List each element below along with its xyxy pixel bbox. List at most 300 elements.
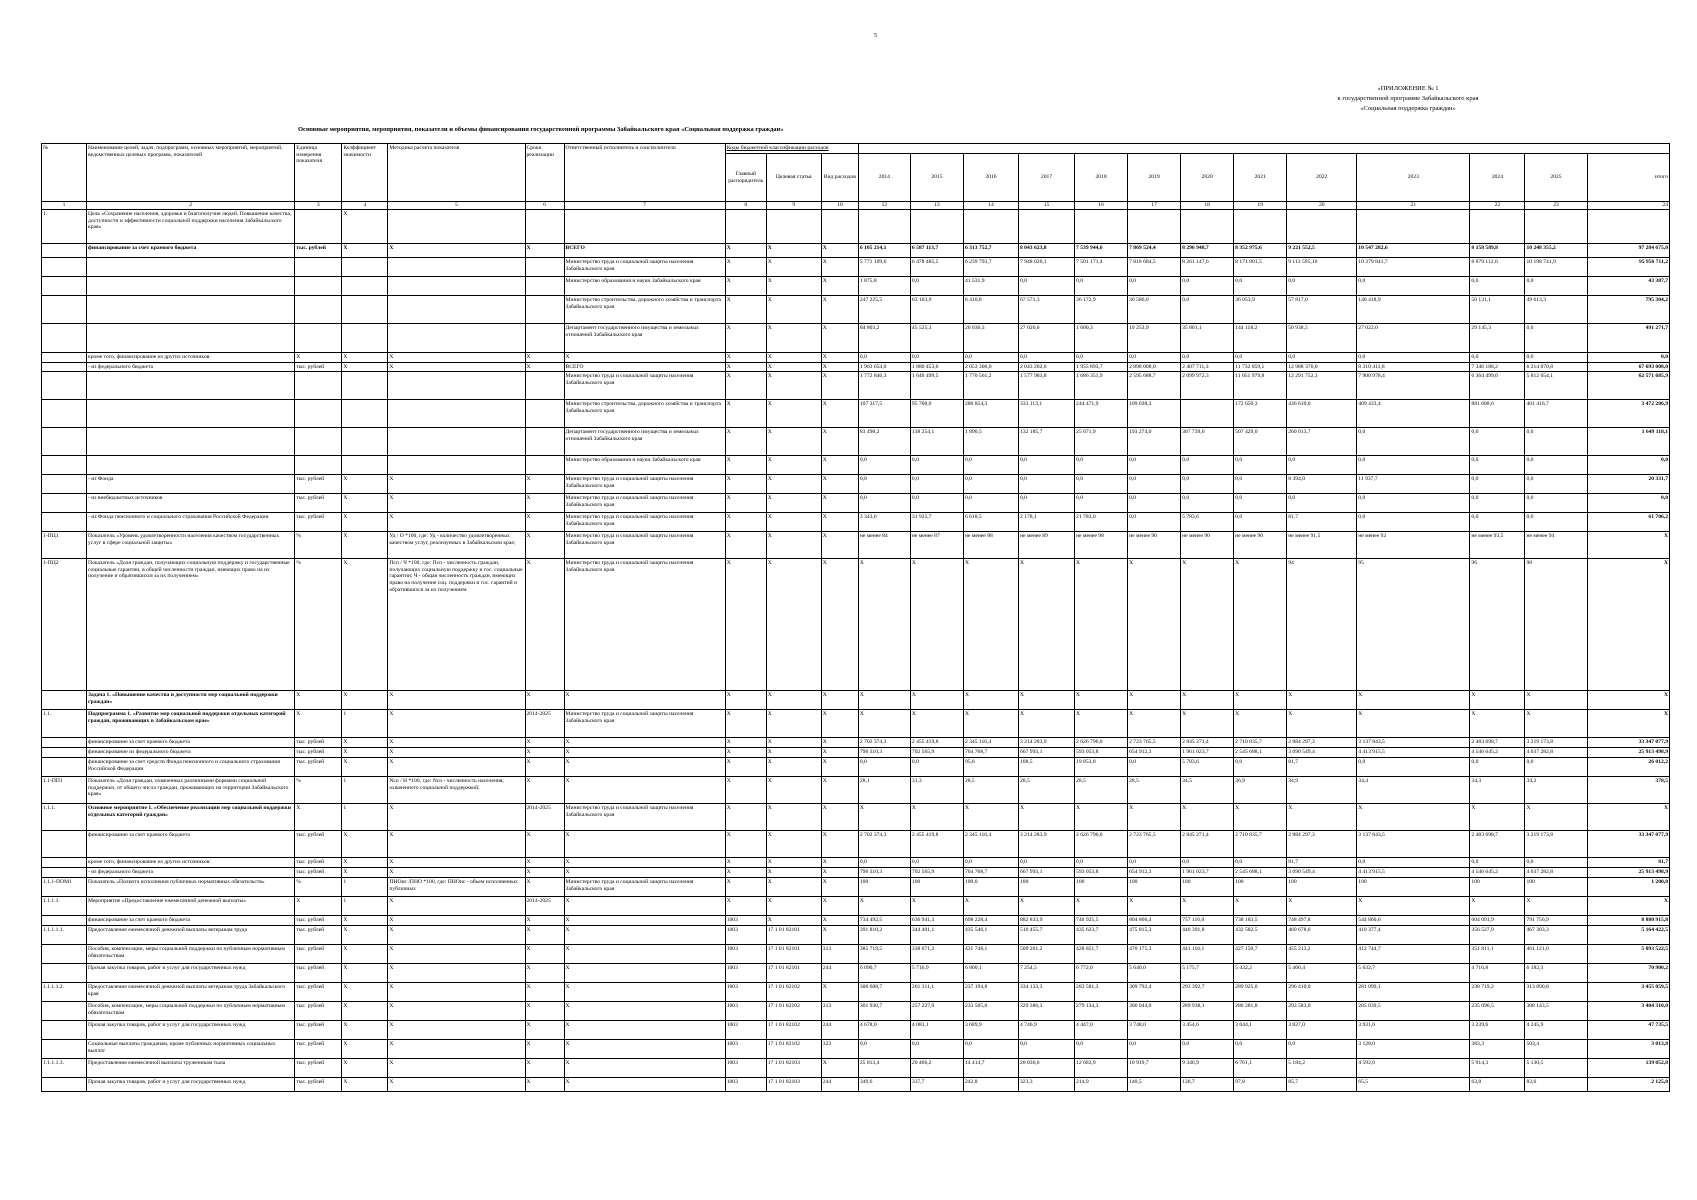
row-target-article: X bbox=[766, 513, 821, 532]
row-year-value: 1 772 846,3 bbox=[858, 372, 910, 400]
row-year-value: 100 bbox=[1075, 878, 1128, 897]
row-year-value: X bbox=[910, 710, 963, 738]
row-year-value: 100 bbox=[1287, 878, 1357, 897]
row-year-value: 100 bbox=[1018, 878, 1074, 897]
row-year-value: 0,0 bbox=[963, 1040, 1018, 1059]
row-year-value: 25 813,4 bbox=[858, 1059, 910, 1078]
row-year-value: X bbox=[1525, 710, 1587, 738]
row-year-value: 0,0 bbox=[1075, 277, 1128, 296]
row-year-value: 3 931,6 bbox=[1357, 1021, 1470, 1040]
row-year-value: 19 853,8 bbox=[1075, 758, 1128, 777]
row-year-value: 338 671,2 bbox=[910, 945, 963, 964]
row-year-value: 0,0 bbox=[1234, 513, 1287, 532]
row-target-article: X bbox=[766, 475, 821, 494]
row-year-value: 604 091,9 bbox=[1470, 916, 1525, 926]
row-year-value: 2 595 688,7 bbox=[1128, 372, 1181, 400]
row-number: 1.1.1. bbox=[42, 804, 87, 831]
header-year: 2019 bbox=[1128, 154, 1181, 202]
row-year-value: 0,0 bbox=[1470, 475, 1525, 494]
row-year-value: 3 137 843,5 bbox=[1357, 738, 1470, 748]
row-coefficient: X bbox=[342, 916, 388, 926]
row-year-value: 100 bbox=[858, 878, 910, 897]
row-coefficient: X bbox=[342, 353, 388, 363]
row-name bbox=[87, 277, 295, 296]
row-term: X bbox=[525, 1002, 564, 1021]
row-year-value: 0,0 bbox=[1181, 858, 1234, 868]
row-year-value: 0,0 bbox=[1075, 494, 1128, 513]
row-year-value: 337,7 bbox=[910, 1078, 963, 1092]
row-year-value: 544 860,6 bbox=[1357, 916, 1470, 926]
row-coefficient: X bbox=[342, 983, 388, 1002]
row-year-value: 63 103,9 bbox=[910, 296, 963, 324]
row-name: Предоставление ежемесячной выплаты труженикам тыла bbox=[87, 1059, 295, 1078]
row-unit: тыс. рублей bbox=[295, 513, 342, 532]
row-target-article: X bbox=[766, 748, 821, 758]
row-year-value: 6 800,1 bbox=[963, 964, 1018, 983]
row-year-value: 8 394,0 bbox=[1287, 475, 1357, 494]
row-chief-manager: X bbox=[725, 362, 766, 372]
row-year-value: 289 938,1 bbox=[1181, 1002, 1234, 1021]
row-year-value: не менее 93,5 bbox=[1470, 532, 1525, 559]
header-year: 2017 bbox=[1018, 154, 1074, 202]
row-responsible: Министерство труда и социальной защиты населения Забайкальского края bbox=[564, 804, 725, 831]
row-year-value: 0,0 bbox=[1470, 858, 1525, 868]
row-year-value bbox=[963, 210, 1018, 244]
row-chief-manager: X bbox=[725, 513, 766, 532]
row-expense-type: X bbox=[821, 691, 858, 710]
row-year-value: 0,0 bbox=[910, 456, 963, 475]
row-year-value: 0,0 bbox=[1234, 475, 1287, 494]
row-year-value: X bbox=[1357, 710, 1470, 738]
row-year-value: 6 364 499,6 bbox=[1470, 372, 1525, 400]
row-year-value: 261 311,1 bbox=[910, 983, 963, 1002]
table-row bbox=[42, 428, 1670, 456]
row-year-value bbox=[1018, 210, 1074, 244]
row-year-value: 349,6 bbox=[858, 1078, 910, 1092]
row-year-value: 0,0 bbox=[858, 353, 910, 363]
row-year-value: 0,0 bbox=[1525, 277, 1587, 296]
row-year-value: 3 219 173,8 bbox=[1525, 738, 1587, 748]
row-year-value: 10 919,7 bbox=[1128, 1059, 1181, 1078]
row-year-value: 344 401,1 bbox=[910, 926, 963, 945]
row-year-value: 83 498,2 bbox=[858, 428, 910, 456]
row-method: ПНОис /ПНО *100, где: ПНОис - объем исполненных публичных bbox=[388, 878, 525, 897]
row-year-value: 10 547 282,6 bbox=[1357, 244, 1470, 258]
row-target-article bbox=[766, 210, 821, 244]
row-year-value: 1 890,5 bbox=[963, 428, 1018, 456]
row-year-value: 0,0 bbox=[963, 475, 1018, 494]
row-year-value: 85,7 bbox=[1287, 1078, 1357, 1092]
row-year-value: 2 702 374,3 bbox=[858, 738, 910, 748]
row-year-value: 7 254,5 bbox=[1018, 964, 1074, 983]
row-year-value bbox=[1075, 210, 1128, 244]
row-expense-type: X bbox=[821, 897, 858, 916]
row-year-value: 28,5 bbox=[1075, 777, 1128, 804]
row-year-value: 7 539 944,6 bbox=[1075, 244, 1128, 258]
row-name bbox=[87, 372, 295, 400]
row-unit: X bbox=[295, 353, 342, 363]
row-year-value: 0,0 bbox=[1234, 758, 1287, 777]
row-year-value: 0,0 bbox=[1525, 758, 1587, 777]
row-expense-type: X bbox=[821, 878, 858, 897]
row-expense-type: X bbox=[821, 362, 858, 372]
row-year-value: 0,0 bbox=[1357, 277, 1470, 296]
row-number: 1.1. bbox=[42, 710, 87, 738]
row-term: X bbox=[525, 748, 564, 758]
row-year-value: 2 345 116,4 bbox=[963, 831, 1018, 858]
table-row bbox=[42, 878, 1670, 897]
row-year-value: 9 221 552,5 bbox=[1287, 244, 1357, 258]
row-number bbox=[42, 353, 87, 363]
row-number bbox=[42, 748, 87, 758]
row-unit: тыс. рублей bbox=[295, 858, 342, 868]
row-year-value: 2 898 008,0 bbox=[1128, 362, 1181, 372]
row-year-value: 2 626 796,0 bbox=[1075, 738, 1128, 748]
row-name: Пособия, компенсации, меры социальной поддержки по публичным нормативным обязательствам bbox=[87, 1002, 295, 1021]
row-term: X bbox=[525, 758, 564, 777]
row-chief-manager: X bbox=[725, 691, 766, 710]
row-expense-type: X bbox=[821, 926, 858, 945]
row-year-value: 0,0 bbox=[1128, 456, 1181, 475]
row-year-value: 95,6 bbox=[963, 758, 1018, 777]
row-total: 20 331,7 bbox=[1587, 475, 1669, 494]
row-name: Показатель «Доля граждан, получающих социальную поддержку и государственные социальные гарантии, в общей численности граждан, имеющих право на их получение и обратившихся за их получением» bbox=[87, 559, 295, 691]
row-unit bbox=[295, 296, 342, 324]
row-year-value: 6 587 113,7 bbox=[910, 244, 963, 258]
row-year-value: 428 851,7 bbox=[1075, 945, 1128, 964]
table-row bbox=[42, 1002, 1670, 1021]
row-chief-manager bbox=[725, 210, 766, 244]
row-year-value: 5 783,6 bbox=[1181, 513, 1234, 532]
row-responsible: Министерство строительства, дорожного хозяйства и транспорта Забайкальского края bbox=[564, 400, 725, 428]
row-coefficient: X bbox=[342, 758, 388, 777]
row-year-value: 0,0 bbox=[1357, 456, 1470, 475]
row-chief-manager: X bbox=[725, 456, 766, 475]
row-name: Показатель «Полнота исполнения публичных нормативных обязательств» bbox=[87, 878, 295, 897]
row-method: X bbox=[388, 926, 525, 945]
row-name: Предоставление ежемесячной денежной выплаты ветеранам труда Забайкальского края bbox=[87, 983, 295, 1002]
row-coefficient: X bbox=[342, 964, 388, 983]
row-term: X bbox=[525, 494, 564, 513]
row-expense-type: X bbox=[821, 804, 858, 831]
row-year-value: 50 938,5 bbox=[1287, 324, 1357, 353]
row-year-value: X bbox=[1470, 710, 1525, 738]
row-year-value: X bbox=[1075, 691, 1128, 710]
row-year-value: 748 497,8 bbox=[1287, 916, 1357, 926]
row-responsible: X bbox=[564, 1002, 725, 1021]
row-year-value: 107 317,5 bbox=[858, 400, 910, 428]
table-row bbox=[42, 691, 1670, 710]
row-year-value: 0,0 bbox=[1075, 858, 1128, 868]
row-year-value: 0,0 bbox=[1181, 1040, 1234, 1059]
row-year-value: 31 925,7 bbox=[910, 513, 963, 532]
row-year-value: 28,5 bbox=[1018, 777, 1074, 804]
row-year-value: 30 586,0 bbox=[1128, 296, 1181, 324]
row-year-value: 0,0 bbox=[910, 758, 963, 777]
row-chief-manager: X bbox=[725, 868, 766, 878]
row-year-value: 2 884 297,3 bbox=[1287, 831, 1357, 858]
row-year-value: 7 818 684,5 bbox=[1128, 258, 1181, 277]
row-year-value: 0,0 bbox=[1357, 758, 1470, 777]
row-coefficient: X bbox=[342, 244, 388, 258]
row-year-value: X bbox=[1287, 804, 1357, 831]
row-unit bbox=[295, 372, 342, 400]
row-year-value: X bbox=[1075, 804, 1128, 831]
row-year-value: 28,5 bbox=[963, 777, 1018, 804]
row-year-value: 0,0 bbox=[1525, 494, 1587, 513]
row-coefficient: 1 bbox=[342, 710, 388, 738]
row-coefficient: 1 bbox=[342, 804, 388, 831]
row-coefficient: X bbox=[342, 926, 388, 945]
column-number: 16 bbox=[1075, 202, 1128, 210]
table-row bbox=[42, 926, 1670, 945]
row-year-value: 12 291 752,3 bbox=[1287, 372, 1357, 400]
row-method bbox=[388, 258, 525, 277]
row-year-value: 2 099 972,3 bbox=[1181, 372, 1234, 400]
row-year-value: 19 253,9 bbox=[1128, 324, 1181, 353]
row-year-value: 11 732 059,1 bbox=[1234, 362, 1287, 372]
row-year-value: 636 941,3 bbox=[910, 916, 963, 926]
row-year-value: 0,0 bbox=[1128, 1040, 1181, 1059]
row-year-value: 460 678,6 bbox=[1287, 926, 1357, 945]
row-year-value: 3 219 173,8 bbox=[1525, 831, 1587, 858]
row-total: 33 347 077,9 bbox=[1587, 738, 1669, 748]
row-year-value: 0,0 bbox=[1018, 494, 1074, 513]
header-year: 2022 bbox=[1287, 154, 1357, 202]
row-year-value: 0,0 bbox=[1018, 475, 1074, 494]
row-total: 2 125,0 bbox=[1587, 1078, 1669, 1092]
row-total: 26 012,2 bbox=[1587, 758, 1669, 777]
row-number bbox=[42, 494, 87, 513]
row-year-value bbox=[1181, 400, 1234, 428]
row-year-value: 0,0 bbox=[1357, 513, 1470, 532]
row-responsible: Департамент государственного имущества и земельных отношений Забайкальского края bbox=[564, 324, 725, 353]
row-unit: тыс. рублей bbox=[295, 244, 342, 258]
row-year-value: 409 433,4 bbox=[1357, 400, 1470, 428]
row-year-value: 57 817,0 bbox=[1287, 296, 1357, 324]
row-year-value: 3 454,6 bbox=[1181, 1021, 1234, 1040]
row-year-value: 5 812 654,1 bbox=[1525, 372, 1587, 400]
row-year-value: X bbox=[1287, 710, 1357, 738]
row-expense-type: X bbox=[821, 400, 858, 428]
row-method: X bbox=[388, 362, 525, 372]
row-year-value: 281 099,1 bbox=[1357, 983, 1470, 1002]
row-responsible: X bbox=[564, 748, 725, 758]
header-year: итого bbox=[1587, 154, 1669, 202]
row-year-value: 0,0 bbox=[963, 858, 1018, 868]
row-year-value: 796 310,3 bbox=[858, 868, 910, 878]
row-year-value: 0,0 bbox=[910, 353, 963, 363]
row-year-value: 6 761,1 bbox=[1234, 1059, 1287, 1078]
row-year-value: 21 783,0 bbox=[1075, 513, 1128, 532]
row-year-value: 34,5 bbox=[1181, 777, 1234, 804]
row-total: 1 649 118,1 bbox=[1587, 428, 1669, 456]
row-expense-type: X bbox=[821, 777, 858, 804]
row-year-value: 50 131,1 bbox=[1470, 296, 1525, 324]
row-year-value: 0,0 bbox=[1018, 456, 1074, 475]
row-year-value: 1 600,3 bbox=[1075, 324, 1128, 353]
row-responsible: Министерство труда и социальной защиты населения Забайкальского края bbox=[564, 494, 725, 513]
row-year-value: 0,0 bbox=[1234, 277, 1287, 296]
row-number bbox=[42, 916, 87, 926]
row-expense-type: X bbox=[821, 428, 858, 456]
row-year-value: 25 071,9 bbox=[1075, 428, 1128, 456]
row-year-value: 8 296 948,7 bbox=[1181, 244, 1234, 258]
row-year-value: 0,0 bbox=[1128, 858, 1181, 868]
header-year: 2016 bbox=[963, 154, 1018, 202]
row-year-value: 441 116,1 bbox=[1181, 945, 1234, 964]
row-year-value: не менее 87 bbox=[910, 532, 963, 559]
table-row bbox=[42, 1040, 1670, 1059]
row-coefficient: X bbox=[342, 945, 388, 964]
row-target-article: 17 1 01 82103 bbox=[766, 1078, 821, 1092]
row-term: X bbox=[525, 738, 564, 748]
row-year-value: 0,0 bbox=[1287, 277, 1357, 296]
row-term bbox=[525, 372, 564, 400]
row-year-value: 260 013,7 bbox=[1287, 428, 1357, 456]
row-year-value: 2 702 374,3 bbox=[858, 831, 910, 858]
row-year-value: 35 801,1 bbox=[1181, 324, 1234, 353]
row-responsible: X bbox=[564, 868, 725, 878]
row-chief-manager: X bbox=[725, 296, 766, 324]
row-total: 47 735,5 bbox=[1587, 1021, 1669, 1040]
row-year-value: 14 414,7 bbox=[963, 1059, 1018, 1078]
row-responsible: X bbox=[564, 738, 725, 748]
row-number bbox=[42, 1078, 87, 1092]
row-unit: тыс. рублей bbox=[295, 916, 342, 926]
row-year-value: 138 254,1 bbox=[910, 428, 963, 456]
row-method: X bbox=[388, 353, 525, 363]
row-name bbox=[87, 296, 295, 324]
column-number: 19 bbox=[1234, 202, 1287, 210]
table-row bbox=[42, 258, 1670, 277]
row-expense-type: X bbox=[821, 324, 858, 353]
row-number bbox=[42, 1021, 87, 1040]
row-responsible: X bbox=[564, 831, 725, 858]
row-year-value: X bbox=[1181, 559, 1234, 691]
row-total: 97 284 675,0 bbox=[1587, 244, 1669, 258]
row-target-article: X bbox=[766, 804, 821, 831]
row-responsible: X bbox=[564, 1078, 725, 1092]
row-year-value: 0,0 bbox=[1234, 353, 1287, 363]
row-chief-manager: X bbox=[725, 244, 766, 258]
row-unit bbox=[295, 400, 342, 428]
row-method bbox=[388, 277, 525, 296]
row-chief-manager: 1003 bbox=[725, 916, 766, 926]
row-responsible: X bbox=[564, 353, 725, 363]
header-year: 2021 bbox=[1234, 154, 1287, 202]
row-total: X bbox=[1587, 691, 1669, 710]
table-row bbox=[42, 494, 1670, 513]
header-year: 2015 bbox=[910, 154, 963, 202]
row-total: 3 404 310,0 bbox=[1587, 1002, 1669, 1021]
row-year-value: 4 592,0 bbox=[1357, 1059, 1470, 1078]
row-name bbox=[87, 428, 295, 456]
row-year-value: 0,0 bbox=[1470, 277, 1525, 296]
row-year-value: 108,5 bbox=[1018, 758, 1074, 777]
row-year-value: 3 748,0 bbox=[1128, 1021, 1181, 1040]
row-chief-manager: X bbox=[725, 758, 766, 777]
row-expense-type: 313 bbox=[821, 945, 858, 964]
row-year-value: 1 963 654,0 bbox=[858, 362, 910, 372]
row-year-value: 698 228,4 bbox=[963, 916, 1018, 926]
row-expense-type: X bbox=[821, 277, 858, 296]
row-target-article: 17 1 01 82101 bbox=[766, 945, 821, 964]
row-coefficient: X bbox=[342, 1078, 388, 1092]
row-responsible: X bbox=[564, 1059, 725, 1078]
row-method bbox=[388, 400, 525, 428]
row-target-article: X bbox=[766, 362, 821, 372]
row-year-value: 96 bbox=[1470, 559, 1525, 691]
table-row bbox=[42, 777, 1670, 804]
row-year-value: 63,8 bbox=[1470, 1078, 1525, 1092]
row-year-value: 140,5 bbox=[1128, 1078, 1181, 1092]
row-year-value: 313 890,8 bbox=[1525, 983, 1587, 1002]
table-row bbox=[42, 372, 1670, 400]
row-unit bbox=[295, 258, 342, 277]
row-year-value: 740 925,5 bbox=[1075, 916, 1128, 926]
row-year-value: 238 719,2 bbox=[1470, 983, 1525, 1002]
row-year-value: 435 546,1 bbox=[963, 926, 1018, 945]
row-target-article: X bbox=[766, 858, 821, 868]
row-year-value: 7 346 188,2 bbox=[1470, 362, 1525, 372]
row-method: X bbox=[388, 1021, 525, 1040]
row-year-value: 309 792,4 bbox=[1128, 983, 1181, 1002]
row-year-value: 286 281,8 bbox=[1234, 1002, 1287, 1021]
row-year-value: 436 610,0 bbox=[1287, 400, 1357, 428]
row-year-value: не менее 88 bbox=[963, 532, 1018, 559]
row-chief-manager: X bbox=[725, 494, 766, 513]
row-year-value: 0,0 bbox=[1181, 475, 1234, 494]
row-coefficient: X bbox=[342, 831, 388, 858]
row-year-value: X bbox=[1181, 897, 1234, 916]
row-term bbox=[525, 324, 564, 353]
row-year-value: 81,7 bbox=[1287, 758, 1357, 777]
column-number: 17 bbox=[1128, 202, 1181, 210]
row-method bbox=[388, 296, 525, 324]
row-term bbox=[525, 400, 564, 428]
row-year-value: 4 716,8 bbox=[1470, 964, 1525, 983]
row-year-value: 0,0 bbox=[1181, 277, 1234, 296]
row-year-value: 144 118,2 bbox=[1234, 324, 1287, 353]
row-year-value: 100 bbox=[1181, 878, 1234, 897]
row-year-value: 6 105 214,1 bbox=[858, 244, 910, 258]
column-number: 15 bbox=[1018, 202, 1074, 210]
row-year-value: не менее 89 bbox=[1018, 532, 1074, 559]
row-year-value: 0,0 bbox=[1234, 494, 1287, 513]
row-year-value: 4 637 282,8 bbox=[1525, 748, 1587, 758]
row-year-value: 4 637 282,8 bbox=[1525, 868, 1587, 878]
row-target-article: X bbox=[766, 456, 821, 475]
row-year-value: 0,0 bbox=[1287, 353, 1357, 363]
row-unit: тыс. рублей bbox=[295, 494, 342, 513]
row-year-value bbox=[1181, 210, 1234, 244]
row-target-article: 17 1 01 82103 bbox=[766, 1059, 821, 1078]
row-year-value: 235 096,5 bbox=[1470, 1002, 1525, 1021]
row-total bbox=[1587, 210, 1669, 244]
row-year-value: 49 613,3 bbox=[1525, 296, 1587, 324]
row-number bbox=[42, 362, 87, 372]
row-term: 2014-2025 bbox=[525, 804, 564, 831]
row-unit bbox=[295, 324, 342, 353]
row-method: X bbox=[388, 1059, 525, 1078]
row-year-value: 5 783,6 bbox=[1181, 758, 1234, 777]
row-year-value: 461 121,0 bbox=[1525, 945, 1587, 964]
row-year-value: 3 343,6 bbox=[858, 513, 910, 532]
row-total: 1 200,0 bbox=[1587, 878, 1669, 897]
row-method: X bbox=[388, 748, 525, 758]
row-method: X bbox=[388, 897, 525, 916]
